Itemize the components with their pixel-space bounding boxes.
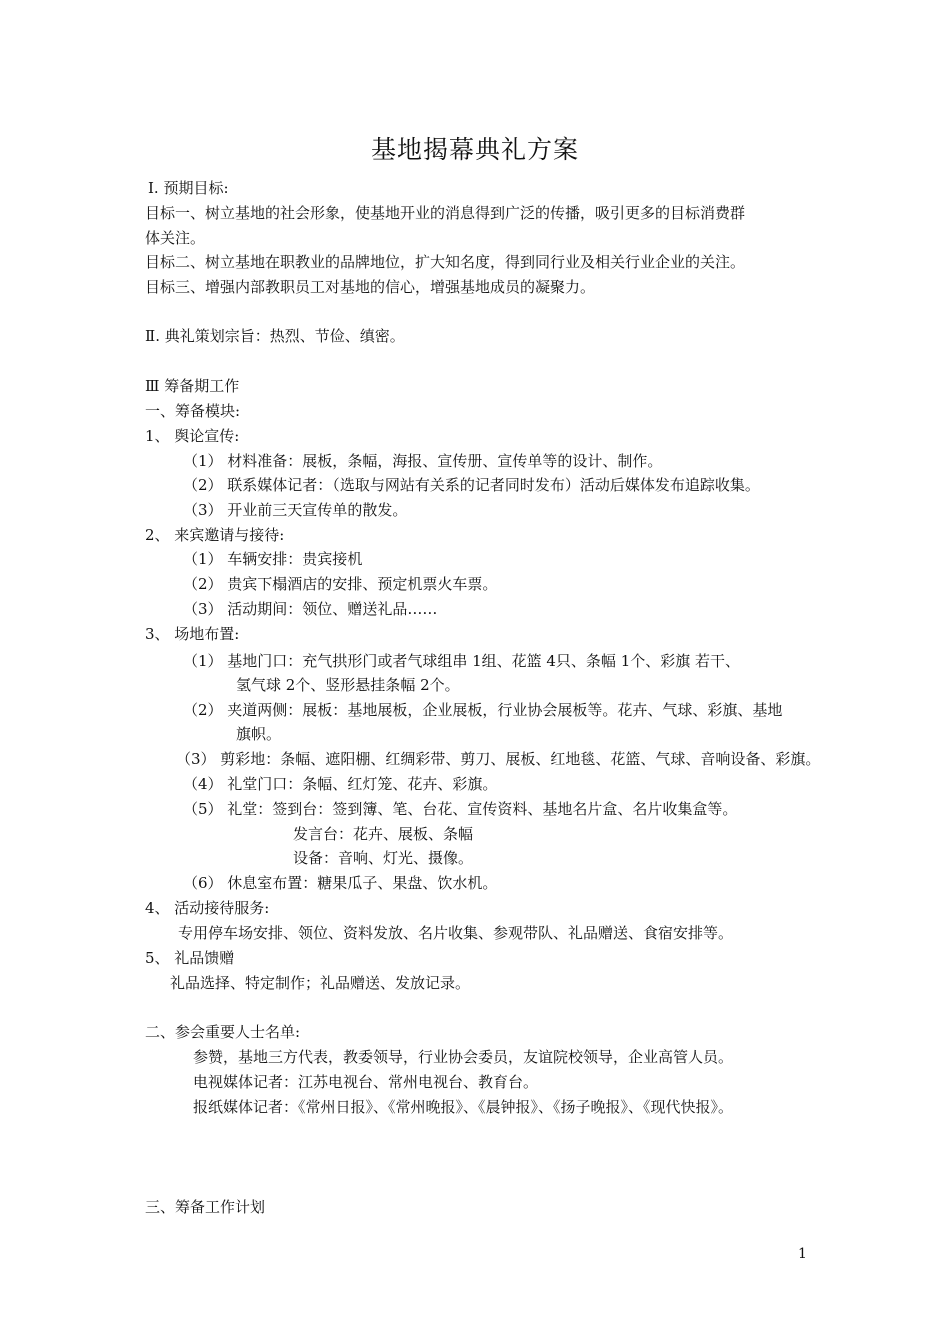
goal-1-line-1: 目标一、树立基地的社会形象，使基地开业的消息得到广泛的传播，吸引更多的目标消费群	[145, 204, 746, 222]
venue-sub-1-line-1: （1） 基地门口：充气拱形门或者气球组串 1组、花篮 4只、条幅 1个、彩旗 若干、	[183, 652, 741, 670]
section-heading-principle: Ⅱ. 典礼策划宗旨：热烈、节俭、缜密。	[145, 327, 405, 345]
venue-sub-3: （3） 剪彩地：条幅、遮阳棚、红绸彩带、剪刀、展板、红地毯、花篮、气球、音响设备、彩旗。	[176, 750, 821, 768]
venue-sub-2-line-2: 旗帜。	[236, 725, 282, 743]
section-heading-expected-goals: Ⅰ. 预期目标:	[148, 179, 229, 197]
document-title: 基地揭幕典礼方案	[370, 135, 579, 164]
guest-sub-3: （3） 活动期间：领位、赠送礼品……	[183, 600, 438, 618]
publicity-sub-3: （3） 开业前三天宣传单的散发。	[183, 501, 408, 519]
goal-1-line-2: 体关注。	[145, 229, 206, 247]
venue-sub-2-line-1: （2） 夹道两侧：展板：基地展板，企业展板，行业协会展板等。花卉、气球、彩旗、基地	[183, 701, 783, 719]
venue-sub-4: （4） 礼堂门口：条幅、红灯笼、花卉、彩旗。	[183, 775, 498, 793]
item-publicity: 1、 舆论宣传:	[145, 427, 240, 445]
subsection-vip-list: 二、参会重要人士名单:	[145, 1023, 301, 1041]
goal-3: 目标三、增强内部教职员工对基地的信心，增强基地成员的凝聚力。	[145, 278, 596, 296]
subsection-preparation-plan: 三、筹备工作计划	[145, 1198, 266, 1216]
item-event-service: 4、 活动接待服务:	[145, 899, 270, 917]
section-heading-preparation: Ⅲ 筹备期工作	[145, 377, 240, 395]
page-number: 1	[798, 1246, 807, 1262]
guest-sub-1: （1） 车辆安排：贵宾接机	[183, 550, 363, 568]
goal-2: 目标二、树立基地在职教业的品牌地位，扩大知名度，得到同行业及相关行业企业的关注。	[145, 253, 746, 271]
item-gifts: 5、 礼品馈赠	[145, 949, 235, 967]
vip-list-newspaper-media: 报纸媒体记者：《常州日报》、《常州晚报》、《晨钟报》、《扬子晚报》、《现代快报》。	[193, 1098, 734, 1116]
item-guest-reception: 2、 来宾邀请与接待:	[145, 526, 285, 544]
vip-list-tv-media: 电视媒体记者：江苏电视台、常州电视台、教育台。	[193, 1073, 539, 1091]
item-venue-layout: 3、 场地布置:	[145, 625, 240, 643]
gifts-detail: 礼品选择、特定制作；礼品赠送、发放记录。	[170, 974, 471, 992]
publicity-sub-2: （2） 联系媒体记者：（选取与网站有关系的记者同时发布）活动后媒体发布追踪收集。	[183, 476, 760, 494]
venue-sub-5-equipment: 设备：音响、灯光、摄像。	[293, 849, 474, 867]
vip-list-guests: 参赞，基地三方代表，教委领导，行业协会委员，友谊院校领导，企业高管人员。	[193, 1048, 734, 1066]
venue-sub-6: （6） 休息室布置：糖果瓜子、果盘、饮水机。	[183, 874, 498, 892]
event-service-detail: 专用停车场安排、领位、资料发放、名片收集、参观带队、礼品赠送、食宿安排等。	[178, 924, 734, 942]
subsection-modules: 一、筹备模块:	[145, 402, 241, 420]
venue-sub-5: （5） 礼堂：签到台：签到簿、笔、台花、宣传资料、基地名片盒、名片收集盒等。	[183, 800, 738, 818]
guest-sub-2: （2） 贵宾下榻酒店的安排、预定机票火车票。	[183, 575, 498, 593]
venue-sub-5-podium: 发言台：花卉、展板、条幅	[293, 825, 474, 843]
publicity-sub-1: （1） 材料准备：展板，条幅，海报、宣传册、宣传单等的设计、制作。	[183, 452, 663, 470]
venue-sub-1-line-2: 氢气球 2个、竖形悬挂条幅 2个。	[236, 676, 460, 694]
